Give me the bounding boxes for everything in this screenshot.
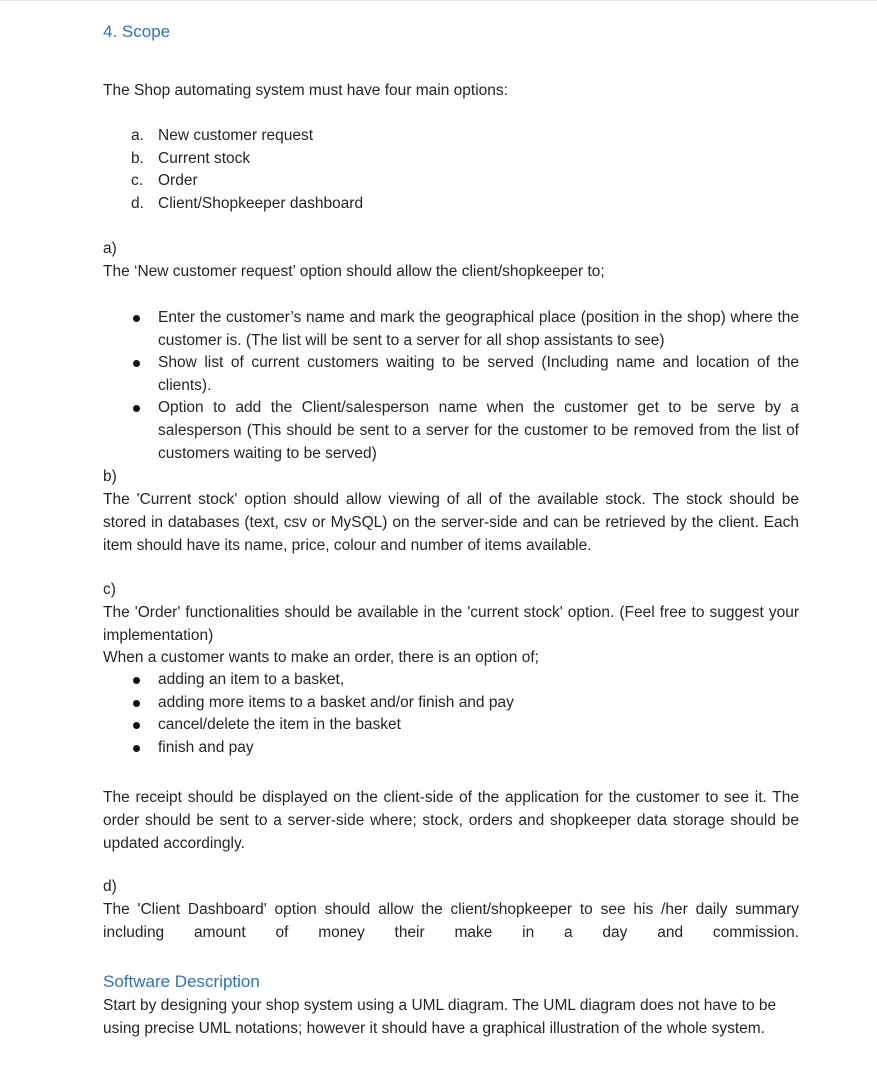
part-a-label: a) xyxy=(103,240,117,257)
list-item xyxy=(131,352,799,397)
list-item-text: Show list of current customers waiting to be served (Including name and location of the clients). xyxy=(158,354,799,394)
list-item-text: New customer request xyxy=(158,127,314,144)
bullet-icon xyxy=(133,315,140,322)
part-c-text: The 'Order' functionalities should be available in the 'current stock' option. (Feel free to suggest your implementation) xyxy=(103,604,799,644)
list-marker: c. xyxy=(131,172,144,190)
list-item xyxy=(131,669,799,692)
part-a-bullets xyxy=(131,307,799,465)
bullet-icon xyxy=(133,722,140,729)
list-item xyxy=(131,148,363,171)
list-marker: d. xyxy=(131,194,144,212)
list-item-text: adding an item to a basket, xyxy=(158,671,345,688)
list-item-text: Order xyxy=(158,172,198,190)
part-c-label: c) xyxy=(103,581,116,598)
receipt-paragraph: The receipt should be displayed on the client-side of the application for the customer to see it. The order should be sent to a server-side where; stock, orders and shopkeeper data storage should be updated accordingly. xyxy=(103,789,799,852)
part-d-label: d) xyxy=(103,878,117,895)
page-top-border xyxy=(0,0,877,1)
part-d-text: The 'Client Dashboard' option should allow the client/shopkeeper to see his /her daily summary including amount of money their make in a day and commission. xyxy=(103,901,799,941)
bullet-icon xyxy=(133,700,140,707)
list-item xyxy=(131,193,363,216)
section-heading: 4. Scope xyxy=(103,22,171,41)
list-item-text: Option to add the Client/salesperson name when the customer get to be serve by a salesperson (This should be sent to a server for the customer to be removed from the list of customers waiting to be served) xyxy=(158,399,799,462)
part-c-text2: When a customer wants to make an order, there is an option of; xyxy=(103,649,539,666)
list-item-text: Client/Shopkeeper dashboard xyxy=(158,194,364,212)
software-heading: Software Description xyxy=(103,972,260,991)
list-item xyxy=(131,692,799,715)
list-item xyxy=(131,714,799,737)
list-item xyxy=(131,170,363,193)
part-a-text: The ‘New customer request’ option should allow the client/shopkeeper to; xyxy=(103,263,605,280)
list-item xyxy=(131,397,799,465)
list-item xyxy=(131,125,363,148)
part-c-bullets xyxy=(131,669,799,759)
list-item-text: adding more items to a basket and/or finish and pay xyxy=(158,693,514,711)
list-item xyxy=(131,307,799,352)
bullet-icon xyxy=(133,360,140,367)
list-marker: b. xyxy=(131,149,144,167)
list-marker: a. xyxy=(131,127,144,144)
list-item-text: Enter the customer’s name and mark the geographical place (position in the shop) where the customer is. (The list will be sent to a server for all shop assistants to see) xyxy=(158,309,799,349)
bullet-icon xyxy=(133,745,140,752)
software-text: Start by designing your shop system using a UML diagram. The UML diagram does not have to be using precise UML notations; however it should have a graphical illustration of the whole system. xyxy=(103,997,777,1037)
list-item-text: finish and pay xyxy=(158,738,254,756)
list-item-text: cancel/delete the item in the basket xyxy=(158,716,401,734)
bullet-icon xyxy=(133,677,140,684)
list-item-text: Current stock xyxy=(158,149,251,167)
part-b-label: b) xyxy=(103,468,117,485)
bullet-icon xyxy=(133,405,140,412)
part-b-text: The 'Current stock' option should allow viewing of all of the available stock. The stock should be stored in databases (text, csv or MySQL) on the server-side and can be retrieved by the client. Each item should have its name, price, colour and number of items available. xyxy=(103,491,799,554)
main-options-list xyxy=(131,125,363,215)
intro-paragraph: The Shop automating system must have four main options: xyxy=(103,82,508,99)
list-item xyxy=(131,737,799,760)
